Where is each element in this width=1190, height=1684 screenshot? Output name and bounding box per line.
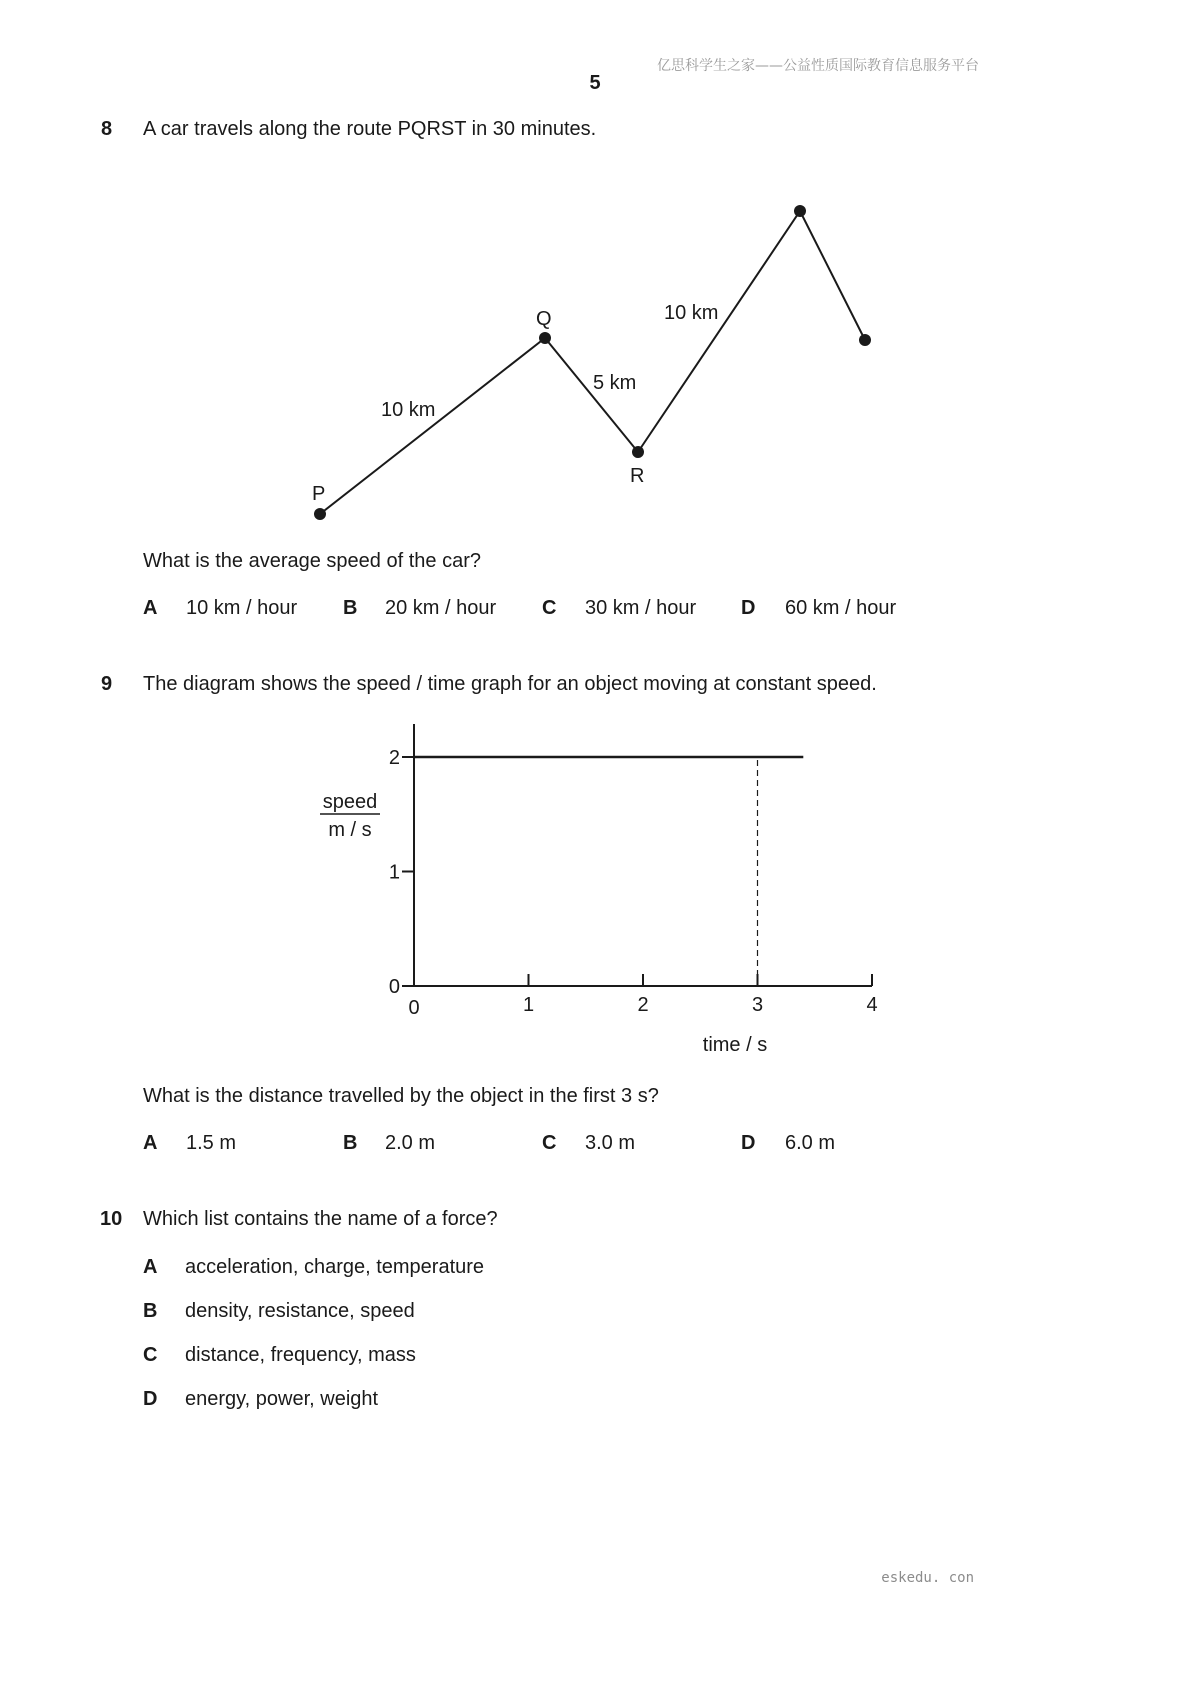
x-tick-label: 1 bbox=[522, 994, 535, 1016]
y-tick-label: 1 bbox=[388, 861, 400, 884]
point-p-label: P bbox=[312, 483, 326, 505]
x-tick-label: 2 bbox=[637, 994, 649, 1016]
q8-option-d-letter[interactable]: D bbox=[741, 597, 756, 619]
q9-option-c-letter[interactable]: C bbox=[542, 1132, 557, 1154]
q9-option-a-text[interactable]: 1.5 m bbox=[186, 1132, 237, 1154]
q8-option-a-text[interactable]: 10 km / hour bbox=[186, 597, 298, 619]
q9-option-c-text[interactable]: 3.0 m bbox=[585, 1132, 636, 1154]
x-tick-label: 0 bbox=[408, 997, 420, 1019]
footer-site: eskedu. con bbox=[881, 1570, 974, 1586]
point-r-label: R bbox=[630, 465, 645, 487]
page-number: 5 bbox=[589, 72, 601, 94]
q8-question: What is the average speed of the car? bbox=[143, 550, 481, 572]
q8-option-d-text[interactable]: 60 km / hour bbox=[785, 597, 897, 619]
q10-option-d-text[interactable]: energy, power, weight bbox=[185, 1388, 379, 1410]
segment-pq-label: 10 km bbox=[381, 399, 436, 421]
watermark: 亿思科学生之家——公益性质国际教育信息服务平台 bbox=[657, 58, 979, 74]
q8-option-c-letter[interactable]: C bbox=[542, 597, 557, 619]
q10-option-d-letter[interactable]: D bbox=[143, 1388, 158, 1410]
q8-option-b-letter[interactable]: B bbox=[343, 597, 358, 619]
segment-rs-label: 10 km bbox=[664, 302, 719, 324]
q8-option-b-text[interactable]: 20 km / hour bbox=[385, 597, 497, 619]
q9-option-d-letter[interactable]: D bbox=[741, 1132, 756, 1154]
q8-number: 8 bbox=[101, 118, 113, 140]
q9-option-b-letter[interactable]: B bbox=[343, 1132, 358, 1154]
y-tick-label: 2 bbox=[388, 747, 400, 769]
q10-option-b-text[interactable]: density, resistance, speed bbox=[185, 1300, 415, 1322]
x-tick-label: 4 bbox=[866, 994, 878, 1016]
q8-option-c-text[interactable]: 30 km / hour bbox=[585, 597, 697, 619]
x-axis-label: time / s bbox=[702, 1034, 768, 1056]
q10-option-c-letter[interactable]: C bbox=[143, 1344, 158, 1366]
q9-text: The diagram shows the speed / time graph for an object moving at constant speed. bbox=[143, 673, 877, 695]
q10-number: 10 bbox=[100, 1208, 123, 1230]
q10-text: Which list contains the name of a force? bbox=[143, 1208, 498, 1230]
q9-question: What is the distance travelled by the object in the first 3 s? bbox=[143, 1085, 659, 1107]
q10-option-c-text[interactable]: distance, frequency, mass bbox=[185, 1344, 416, 1366]
segment-qr-label: 5 km bbox=[593, 372, 637, 394]
q9-number: 9 bbox=[101, 673, 113, 695]
q9-option-d-text[interactable]: 6.0 m bbox=[785, 1132, 836, 1154]
q8-text: A car travels along the route PQRST in 30 minutes. bbox=[143, 118, 597, 140]
q10-option-a-text[interactable]: acceleration, charge, temperature bbox=[185, 1256, 485, 1278]
y-axis-label-top: speed bbox=[322, 791, 378, 813]
q10-option-a-letter[interactable]: A bbox=[143, 1256, 158, 1278]
x-tick-label: 3 bbox=[751, 994, 764, 1016]
q9-option-a-letter[interactable]: A bbox=[143, 1132, 158, 1154]
point-q-label: Q bbox=[536, 308, 552, 330]
q10-option-b-letter[interactable]: B bbox=[143, 1300, 158, 1322]
y-axis-label-bottom: m / s bbox=[328, 819, 372, 841]
q9-option-b-text[interactable]: 2.0 m bbox=[385, 1132, 436, 1154]
q8-option-a-letter[interactable]: A bbox=[143, 597, 158, 619]
y-tick-label: 0 bbox=[388, 976, 400, 998]
